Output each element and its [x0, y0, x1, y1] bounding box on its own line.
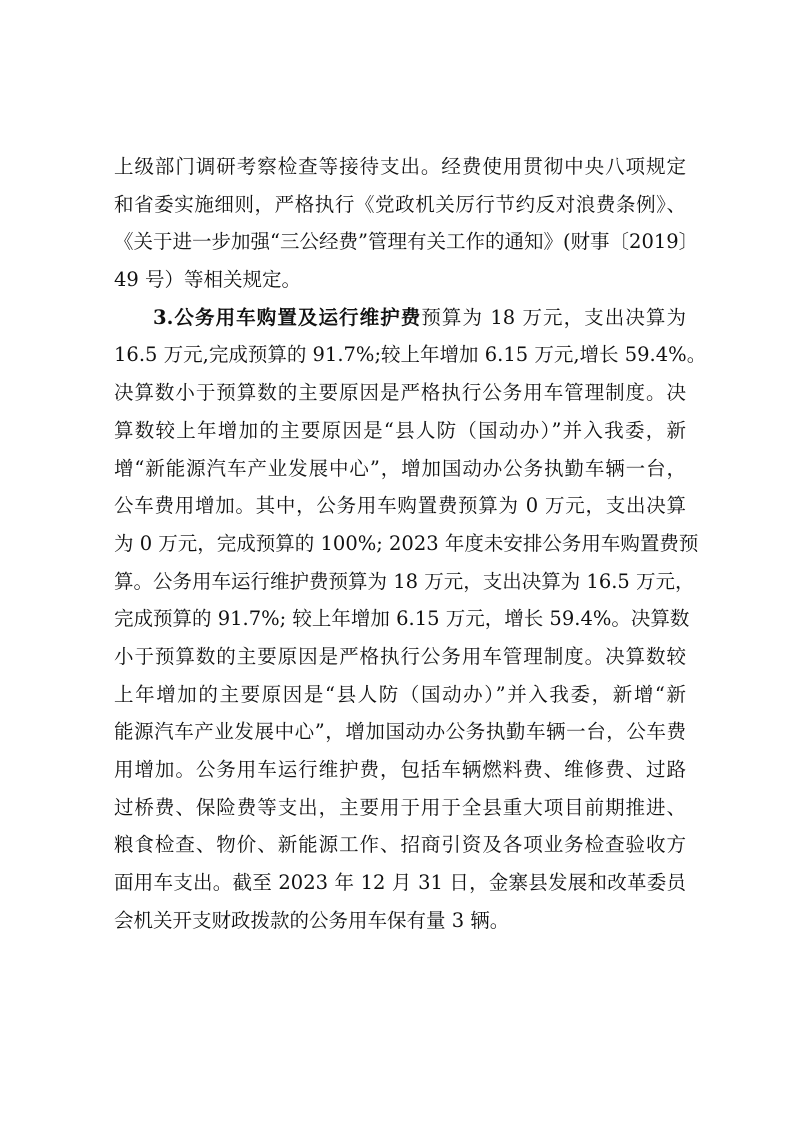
text-line: 算数较上年增加的主要原因是“县人防（国动办）”并入我委，新	[114, 418, 686, 442]
section-heading: 3.公务用车购置及运行维护费	[153, 305, 422, 329]
text-line: 上年增加的主要原因是“县人防（国动办）”并入我委，新增“新	[114, 682, 686, 706]
text-run: 预算为 18 万元，支出决算为	[421, 305, 686, 329]
text-line: 会机关开支财政拨款的公务用车保有量 3 辆。	[114, 908, 510, 932]
text-line: 能源汽车产业发展中心”，增加国动办公务执勤车辆一台，公车费	[114, 720, 686, 744]
text-line: 面用车支出。截至 2023 年 12 月 31 日，金寨县发展和改革委员	[114, 871, 686, 895]
text-line: 用增加。公务用车运行维护费，包括车辆燃料费、维修费、过路	[114, 758, 686, 781]
text-line: 小于预算数的主要原因是严格执行公务用车管理制度。决算数较	[114, 644, 686, 668]
text-line: 增“新能源汽车产业发展中心”，增加国动办公务执勤车辆一台，	[114, 456, 686, 480]
text-line: 为 0 万元，完成预算的 100%; 2023 年度未安排公务用车购置费预	[114, 531, 699, 555]
text-line: 49 号）等相关规定。	[114, 268, 302, 292]
text-line: 公车费用增加。其中，公务用车购置费预算为 0 万元，支出决算	[114, 494, 686, 518]
section-first-line	[114, 299, 686, 337]
text-line: 粮食检查、物价、新能源工作、招商引资及各项业务检查验收方	[114, 833, 686, 857]
text-line: 过桥费、保险费等支出，主要用于用于全县重大项目前期推进、	[114, 795, 686, 819]
text-line: 《关于进一步加强“三公经费”管理有关工作的通知》(财事〔2019〕	[114, 230, 699, 254]
text-line: 算。公务用车运行维护费预算为 18 万元，支出决算为 16.5 万元，	[114, 569, 695, 593]
text-line: 完成预算的 91.7%; 较上年增加 6.15 万元，增长 59.4%。决算数	[114, 607, 690, 631]
text-line: 上级部门调研考察检查等接待支出。经费使用贯彻中央八项规定	[114, 155, 686, 178]
text-line: 决算数小于预算数的主要原因是严格执行公务用车管理制度。决	[114, 381, 686, 405]
text-line: 16.5 万元,完成预算的 91.7%;较上年增加 6.15 万元,增长 59.4%。	[114, 343, 707, 367]
text-line: 和省委实施细则，严格执行《党政机关厉行节约反对浪费条例》、	[114, 192, 686, 216]
body-text	[114, 148, 707, 939]
